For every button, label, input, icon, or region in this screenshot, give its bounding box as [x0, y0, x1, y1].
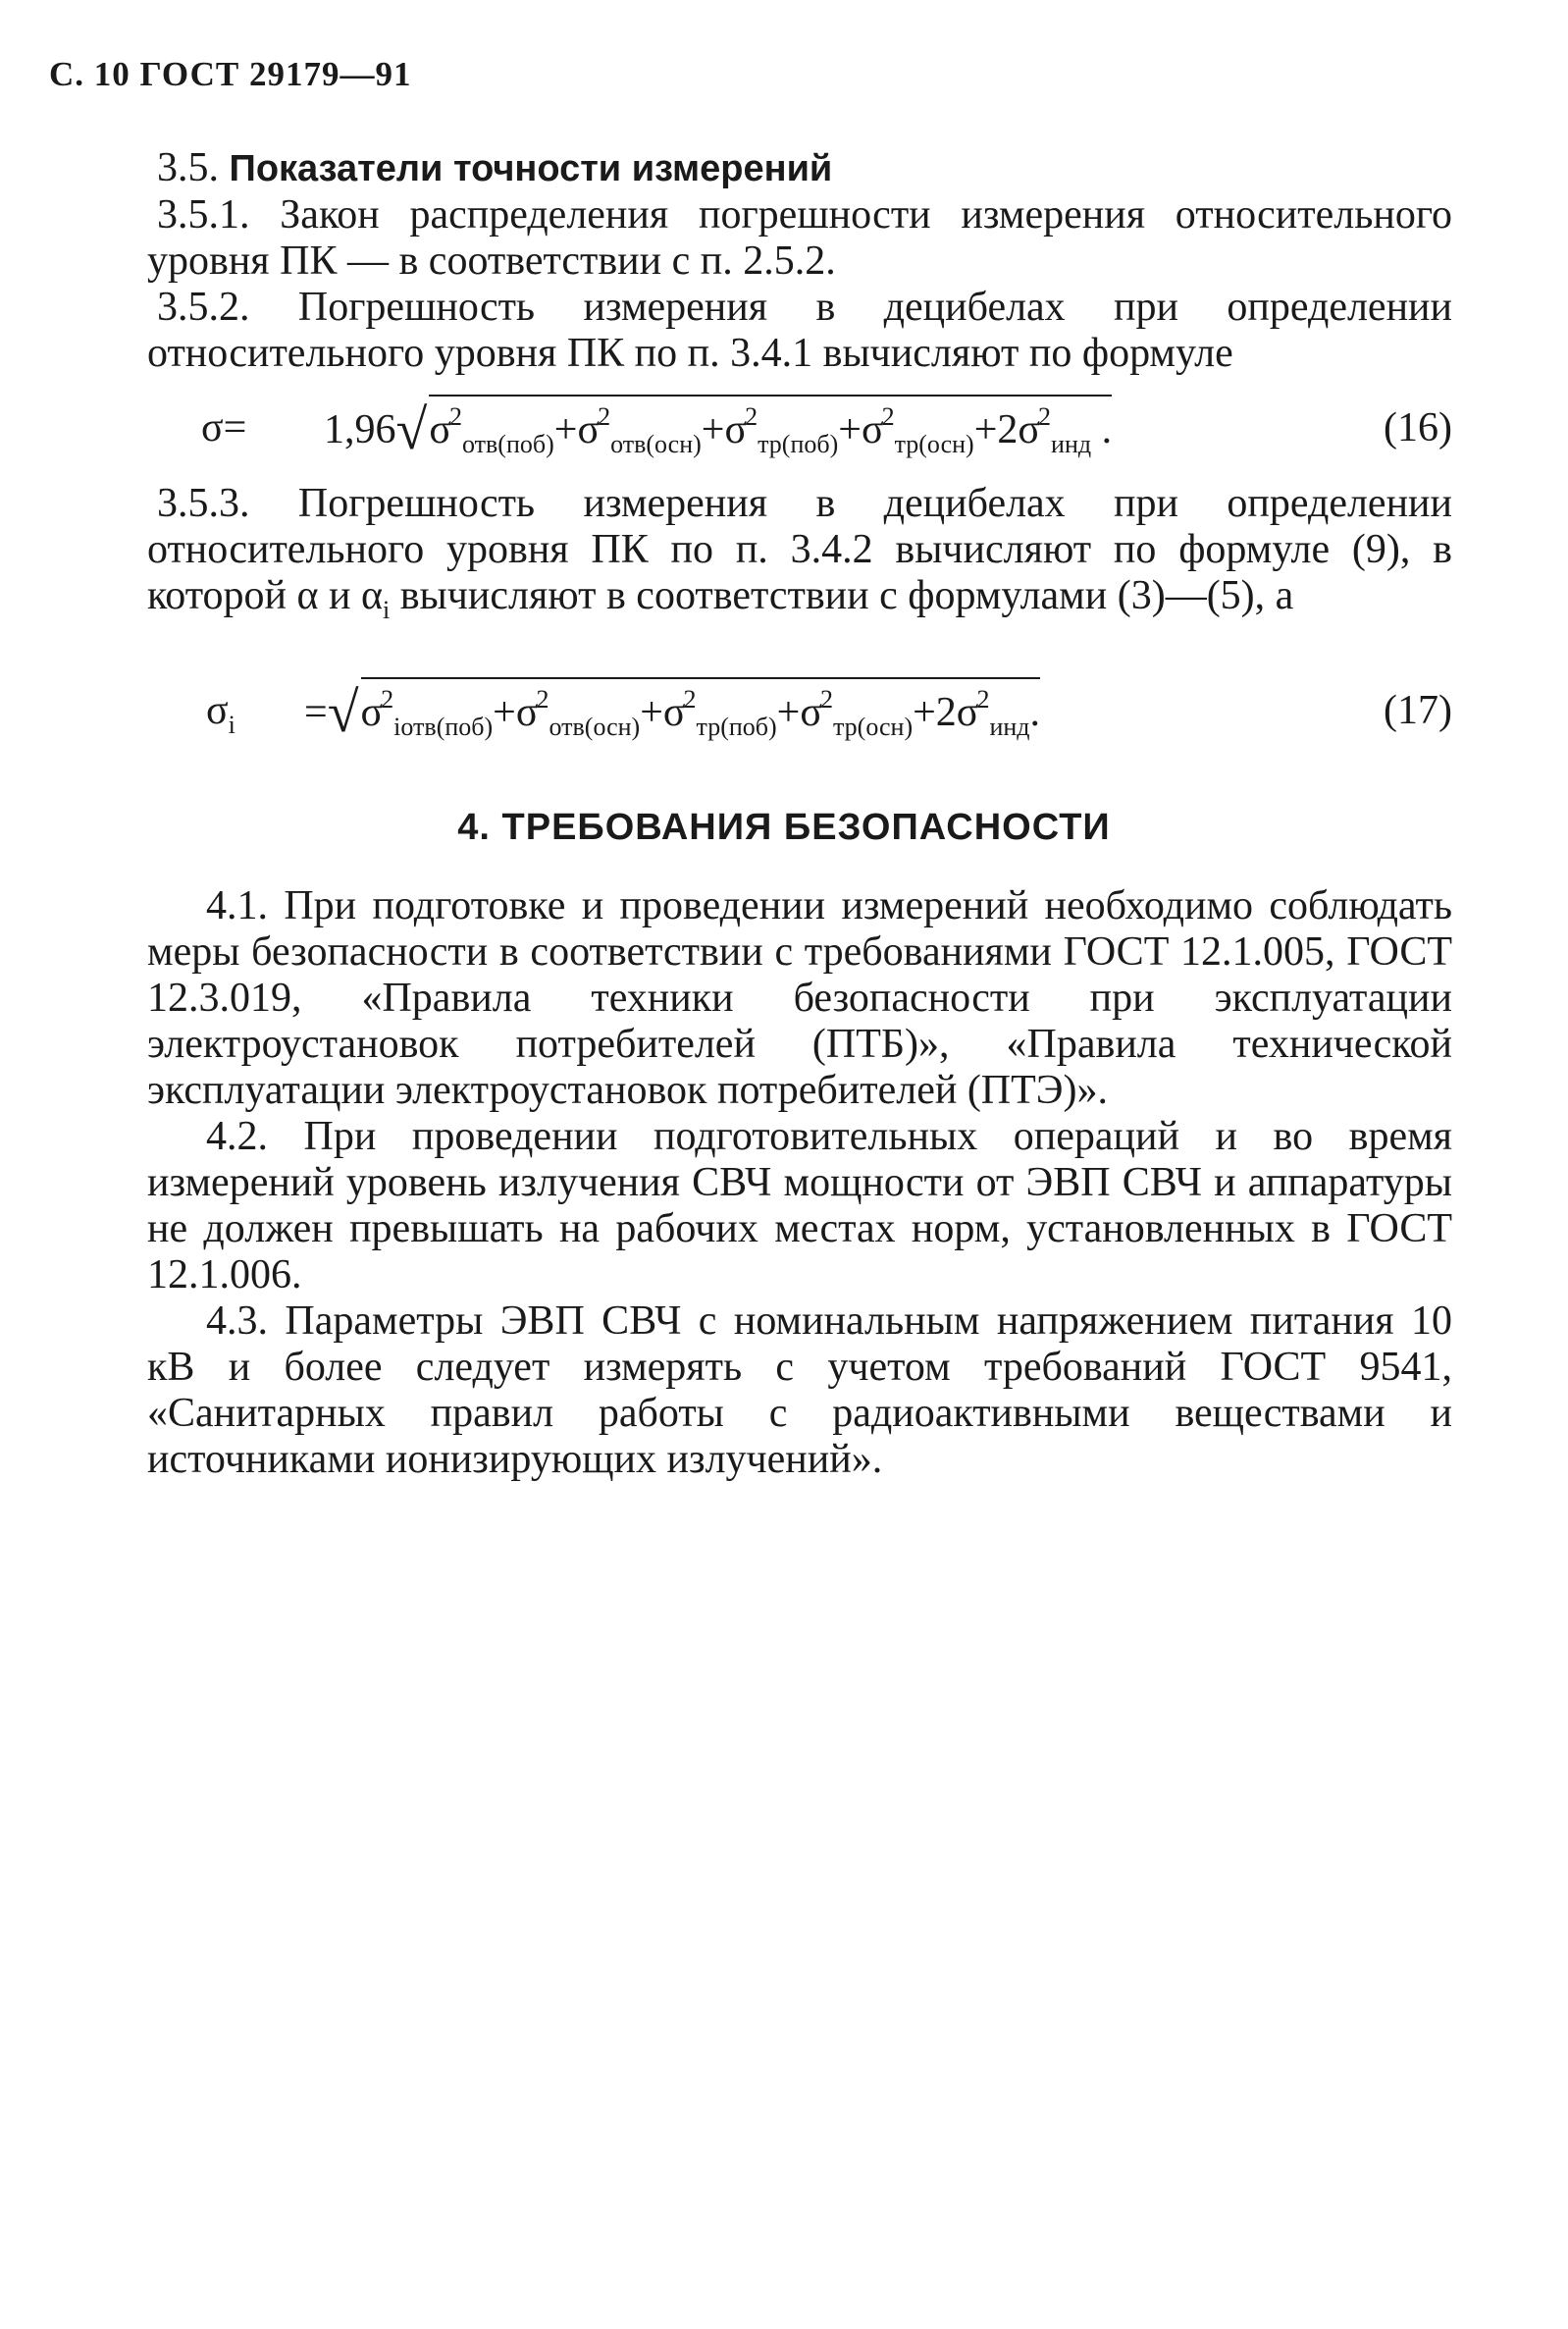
formula-16-lhs: σ= — [201, 405, 247, 450]
section-number: 3.5. — [157, 145, 219, 190]
exp: 2 — [976, 685, 990, 714]
section-title: Показатели точности измерений — [229, 148, 833, 189]
term: σ — [429, 407, 451, 452]
formula-17-number: (17) — [1384, 688, 1452, 733]
paragraph-4-3: 4.3. Параметры ЭВП СВЧ с номинальным напряжением питания 10 кВ и более следует измерять с учетом требований ГОСТ 9541, «Санитарных правил работы с радиоактивными веществами и источниками ионизирующих излучений». — [147, 1298, 1452, 1482]
term: σ — [800, 690, 822, 735]
sub: iотв(поб) — [393, 713, 494, 741]
equals-sign: = — [304, 690, 328, 735]
sub: инд — [1051, 430, 1092, 458]
paragraph-4-2: 4.2. При проведении подготовительных операций и во время измерений уровень излучения СВЧ мощности от ЭВП СВЧ и аппаратуры не должен превышать на рабочих местах норм, установленных в ГОСТ 12.1.006. — [147, 1114, 1452, 1297]
formula-16-coef: 1,96 — [324, 407, 396, 452]
page-header: С. 10 ГОСТ 29179—91 — [49, 55, 412, 93]
term: σ — [861, 407, 884, 452]
sub: отв(осн) — [549, 713, 641, 741]
section-4 — [147, 883, 1452, 1483]
formula-16-radicand: $\sigma^2_{отв(поб)}+\sigma^2_{отв(осн)}+\sigma^2_{тр(поб)}+\sigma^2_{тр(осн)}+2\sigma^2_{инд}$ . — [429, 395, 1112, 459]
sub: тр(осн) — [833, 713, 914, 741]
sub: отв(осн) — [610, 430, 702, 458]
formula-17-radicand: $\sigma^2_{iотв(поб)}+\sigma^2_{отв(осн)}+\sigma^2_{тр(поб)}+\sigma^2_{тр(осн)}+2\sigma^2_{инд}$. — [361, 677, 1040, 742]
sub: отв(поб) — [461, 430, 554, 458]
exp: 2 — [381, 685, 394, 714]
section-3-5 — [147, 145, 1452, 377]
sub: тр(осн) — [894, 430, 974, 458]
paragraph-4-1: 4.1. При подготовке и проведении измерений необходимо соблюдать меры безопасности в соответствии с требованиями ГОСТ 12.1.005, ГОСТ 12.3.019, «Правила техники безопасности при эксплуатации электроустановок потребителей (ПТБ)», «Правила технической эксплуатации электроустановок потребителей (ПТЭ)». — [147, 883, 1452, 1113]
paragraph-3-5-1: 3.5.1. Закон распределения погрешности измерения относительного уровня ПК — в соответствии с п. 2.5.2. — [147, 192, 1452, 284]
term: 2σ — [935, 690, 979, 735]
paragraph-3-5-3-tail: вычисляют в соответствии с формулами (3)—(5), а — [390, 573, 1294, 618]
exp: 2 — [881, 402, 895, 431]
formula-16-number: (16) — [1384, 405, 1452, 450]
formula-17 — [147, 677, 1452, 746]
formula-17-lhs — [206, 687, 235, 740]
lhs-sub: i — [228, 711, 235, 739]
sqrt-icon: √ — [327, 680, 359, 744]
exp: 2 — [598, 402, 611, 431]
term: 2σ — [997, 407, 1041, 452]
exp: 2 — [448, 402, 462, 431]
exp: 2 — [1038, 402, 1052, 431]
section-3-5-heading — [147, 145, 1452, 192]
alpha-subscript: i — [382, 596, 391, 624]
lhs-sigma: σ — [206, 688, 229, 733]
sub: тр(поб) — [696, 713, 777, 741]
term: σ — [360, 690, 384, 735]
term: σ — [577, 407, 601, 452]
exp: 2 — [820, 685, 833, 714]
exp: 2 — [536, 685, 549, 714]
exp: 2 — [683, 685, 697, 714]
term: σ — [662, 690, 686, 735]
formula-17-body — [304, 677, 1040, 745]
exp: 2 — [745, 402, 758, 431]
sqrt-icon: √ — [395, 397, 428, 461]
section-4-title: 4. ТРЕБОВАНИЯ БЕЗОПАСНОСТИ — [457, 807, 1111, 848]
paragraph-3-5-3-text: 3.5.3. Погрешность измерения в децибелах при определении относительного уровня ПК по п. 3.4.2 вычисляют по формуле (9), в которой α и α — [147, 481, 1452, 618]
term: σ — [515, 690, 539, 735]
sub: тр(поб) — [758, 430, 839, 458]
paragraph-3-5-3 — [147, 481, 1452, 633]
paragraph-3-5-2: 3.5.2. Погрешность измерения в децибелах при определении относительного уровня ПК по п. 3.4.1 вычисляют по формуле — [147, 285, 1452, 376]
term: σ — [724, 407, 748, 452]
sub: инд — [989, 713, 1030, 741]
formula-16-body — [324, 395, 1112, 462]
formula-16 — [147, 395, 1452, 463]
